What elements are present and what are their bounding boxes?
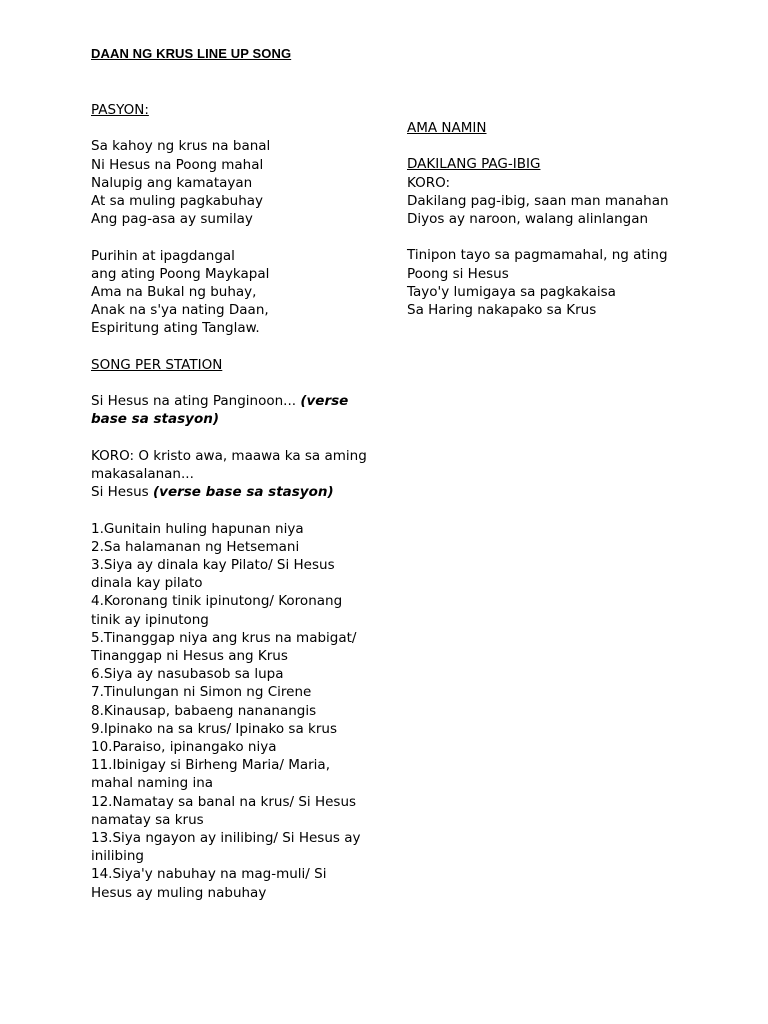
lyric-line: Purihin at ipagdangal [91, 247, 235, 264]
lyric-line: At sa muling pagkabuhay [91, 193, 264, 209]
koro-line-2-text: Si Hesus [91, 484, 153, 501]
song-per-station-heading: SONG PER STATION [91, 356, 223, 373]
koro-label: KORO: [91, 447, 135, 464]
station-item: 14.Siya'y nabuhay na mag-muli/ Si Hesus ay muling nabuhay [91, 866, 327, 901]
ama-namin-heading: AMA NAMIN [407, 120, 487, 136]
station-koro [91, 447, 371, 483]
verse-note: (verse base sa stasyon) [91, 393, 349, 428]
lyric-line: Espiritung ating Tanglaw. [91, 320, 260, 337]
station-list [91, 520, 371, 902]
dakilang-pag-ibig-heading: DAKILANG PAG-IBIG [407, 156, 541, 173]
lyric-line: Diyos ay naroon, walang alinlangan [407, 211, 649, 227]
station-item: 5.Tinanggap niya ang krus na mabigat/ Tinanggap ni Hesus ang Krus [91, 629, 357, 664]
station-item: 4.Koronang tinik ipinutong/ Koronang tinik ay ipinutong [91, 593, 343, 628]
koro-label: KORO: [407, 174, 451, 191]
lyric-line: Sa Haring nakapako sa Krus [407, 302, 597, 318]
lyric-line: Sa kahoy ng krus na banal [91, 138, 271, 155]
lyric-line: Tayo'y lumigaya sa pagkakaisa [407, 283, 616, 300]
verse-text: Si Hesus na ating Panginoon... [91, 393, 301, 410]
station-item: 7.Tinulungan ni Simon ng Cirene [91, 684, 312, 701]
pasyon-stanza-2 [91, 247, 371, 338]
station-item: 12.Namatay sa banal na krus/ Si Hesus namatay sa krus [91, 793, 357, 828]
station-item: 10.Paraiso, ipinangako niya [91, 739, 277, 756]
lyric-line: Anak na s'ya nating Daan, [91, 302, 269, 319]
station-item: 1.Gunitain huling hapunan niya [91, 520, 304, 537]
lyric-line: Dakilang pag-ibig, saan man manahan [407, 192, 669, 209]
lyric-line: Ni Hesus na Poong mahal [91, 156, 264, 173]
lyric-line: Ang pag-asa ay sumilay [91, 211, 253, 228]
station-koro-line-2 [91, 483, 371, 501]
right-column [407, 119, 707, 319]
lyric-line: Ama na Bukal ng buhay, [91, 284, 257, 300]
station-item: 6.Siya ay nasubasob sa lupa [91, 666, 284, 683]
station-item: 9.Ipinako na sa krus/ Ipinako sa krus [91, 720, 337, 737]
station-item: 3.Siya ay dinala kay Pilato/ Si Hesus dinala kay pilato [91, 556, 335, 592]
lyric-line: Tinipon tayo sa pagmamahal, ng ating Poong si Hesus [407, 247, 668, 282]
lyric-line: Nalupig ang kamatayan [91, 174, 253, 191]
station-item: 8.Kinausap, babaeng nananangis [91, 702, 317, 719]
koro-text: O kristo awa, maawa ka sa aming makasalanan... [91, 447, 367, 482]
pasyon-stanza-1 [91, 137, 371, 228]
lyric-line: ang ating Poong Maykapal [91, 265, 270, 282]
station-item: 11.Ibinigay si Birheng Maria/ Maria, mahal naming ina [91, 757, 330, 792]
left-column [91, 101, 371, 902]
pasyon-heading: PASYON: [91, 102, 149, 118]
station-verse-line [91, 392, 371, 428]
koro-note: (verse base sa stasyon) [152, 484, 334, 501]
document-title: DAAN NG KRUS LINE UP SONG [91, 46, 292, 61]
station-item: 13.Siya ngayon ay inilibing/ Si Hesus ay inilibing [91, 830, 361, 865]
station-item: 2.Sa halamanan ng Hetsemani [91, 538, 300, 555]
